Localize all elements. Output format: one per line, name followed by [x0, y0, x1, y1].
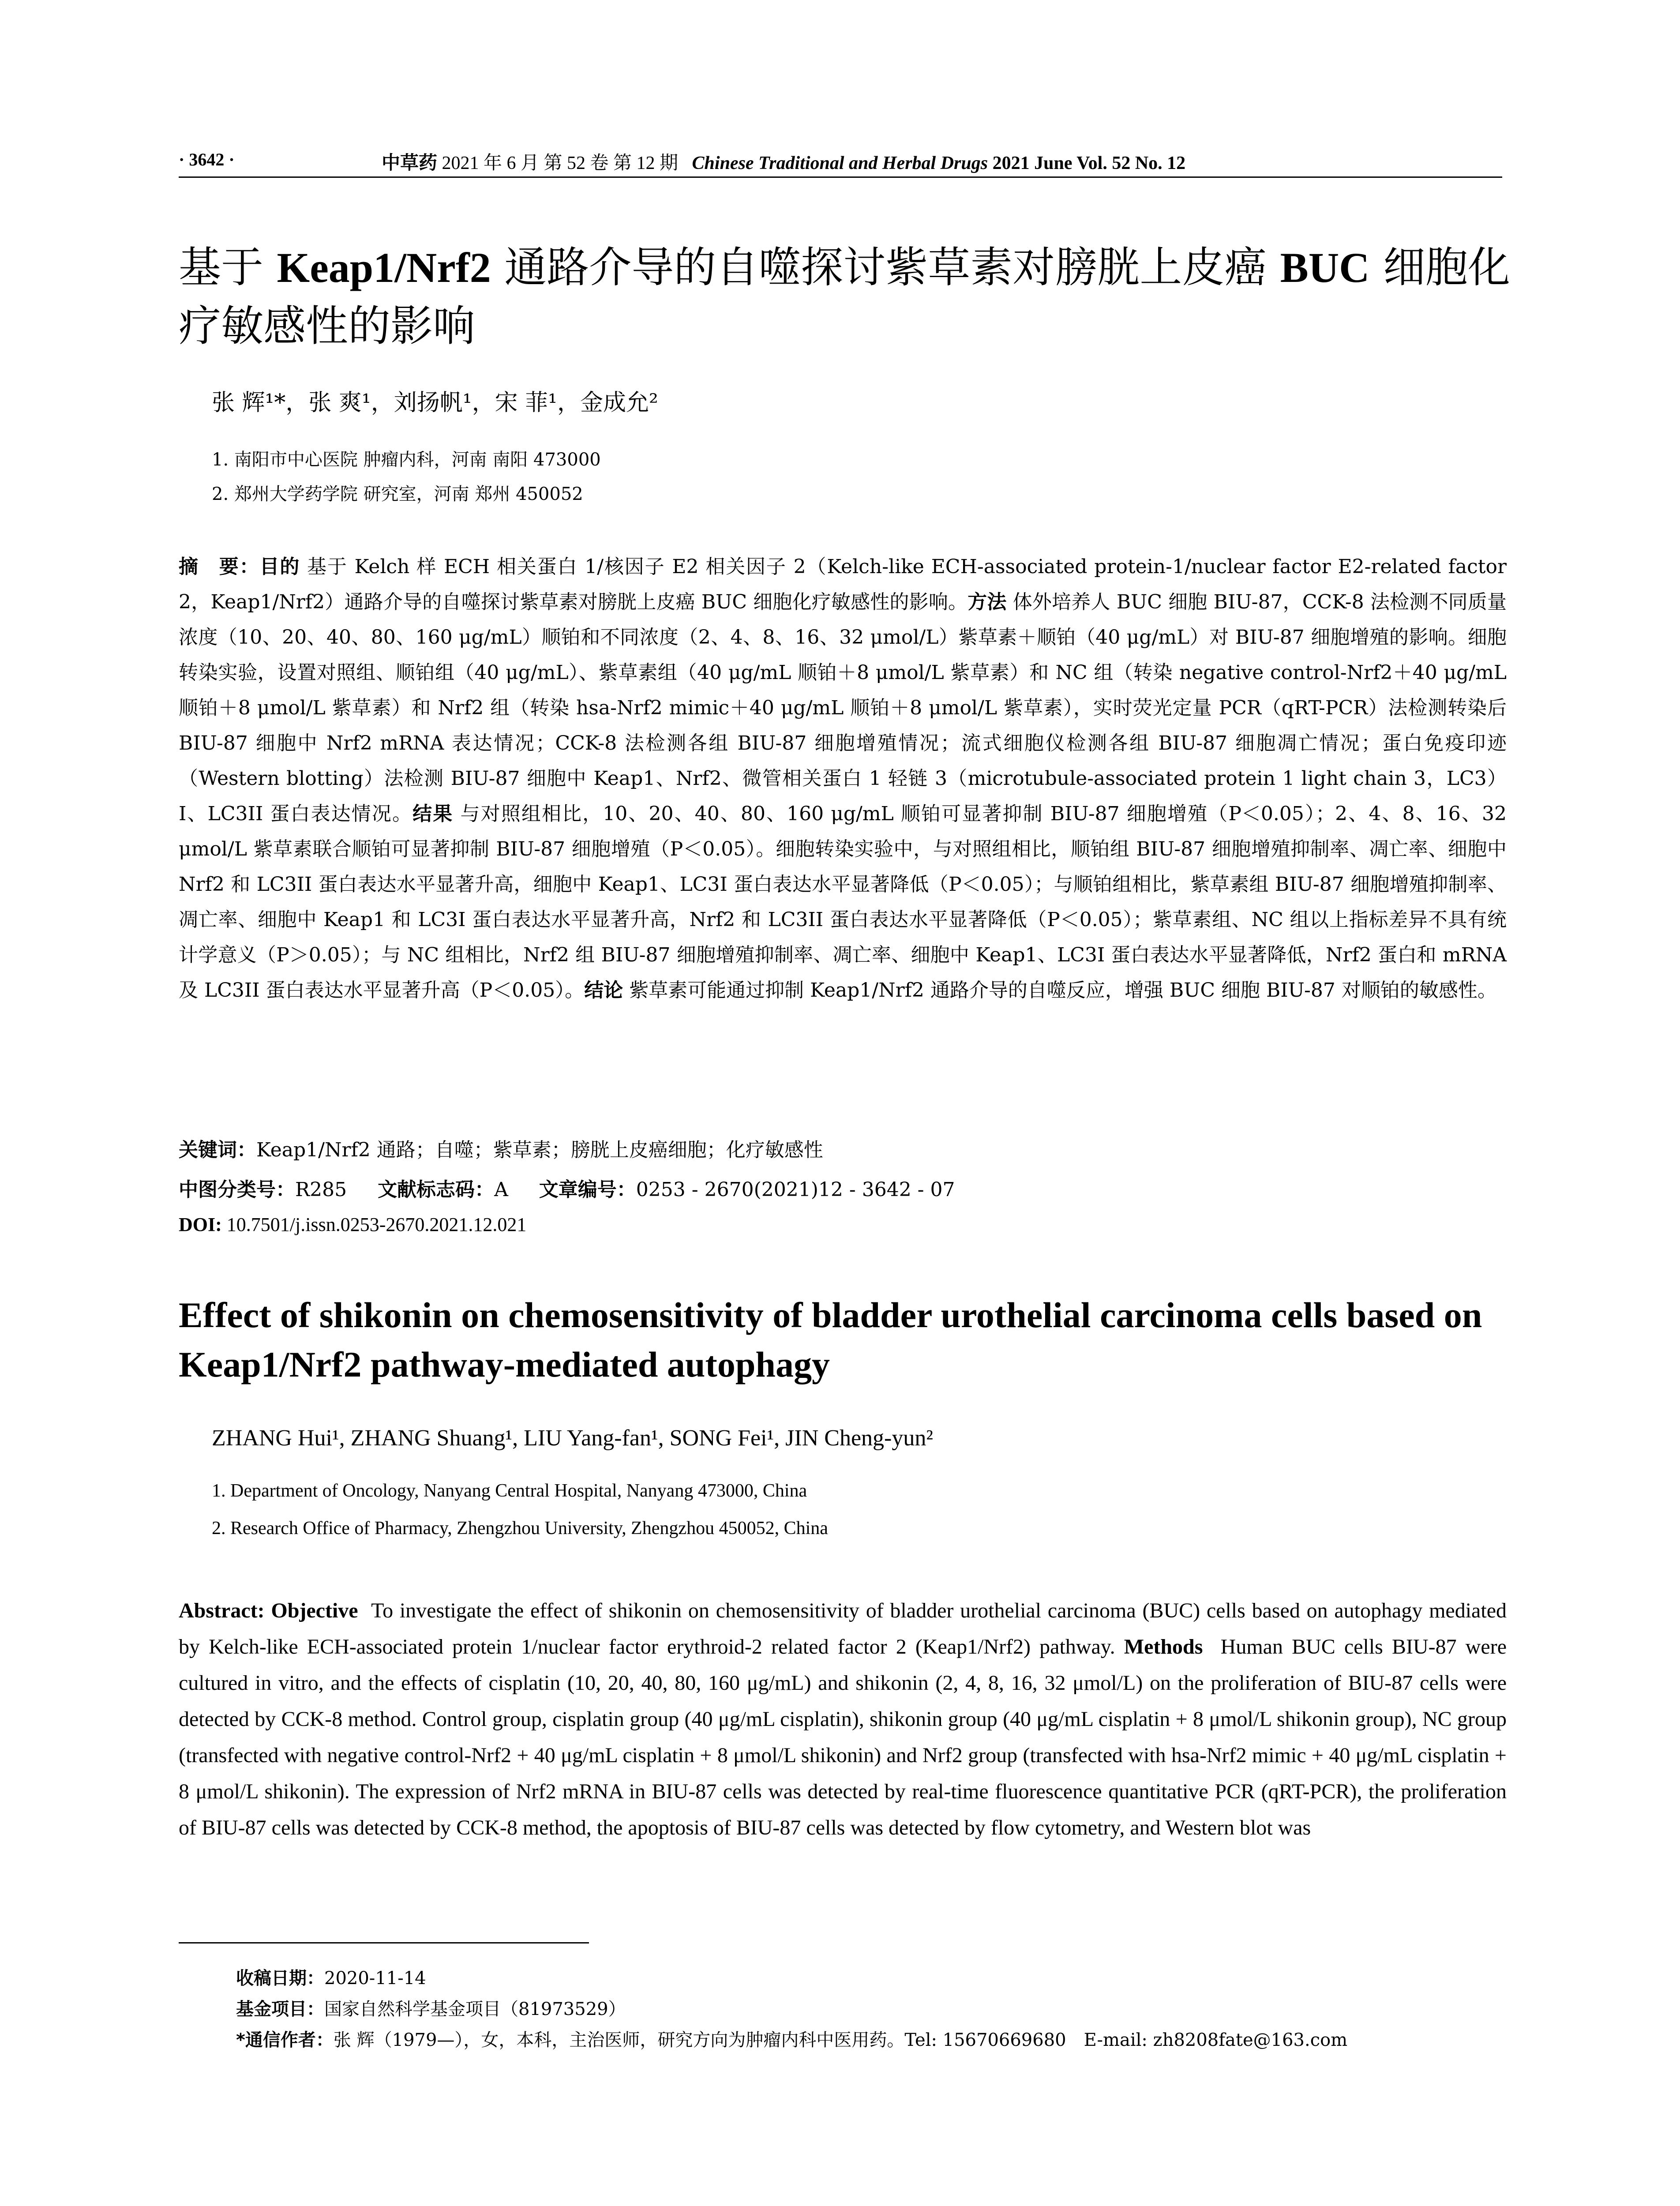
results-label: 结果 — [412, 803, 454, 825]
authors-cn: 张 辉¹*，张 爽¹，刘扬帆¹，宋 菲¹，金成允² — [212, 390, 658, 416]
affiliation-en-2: 2. Research Office of Pharmacy, Zhengzhou University, Zhengzhou 450052, China — [212, 1518, 828, 1538]
objective-label: 目的 — [259, 555, 300, 578]
journal-issue-en: 2021 June Vol. 52 No. 12 — [992, 153, 1186, 173]
authors-en: ZHANG Hui¹, ZHANG Shuang¹, LIU Yang-fan¹, SONG Fei¹, JIN Cheng-yun² — [212, 1426, 933, 1451]
footnote-rule — [179, 1942, 589, 1943]
abstract-en: Abstract: Objective To investigate the effect of shikonin on chemosensitivity of bladder urothelial carcinoma (BUC) cells based on autophagy mediated by Kelch-like ECH-associated protein 1/nuclear factor erythroid-2 related factor 2 (Keap1/Nrf2) pathway. Methods Human BUC cells BIU-87 were cultured in vitro, and the effects of cisplatin (10, 20, 40, 80, 160 μg/mL) and shikonin (2, 4, 8, 16, 32 μmol/L) on the proliferation of BIU-87 cells were detected by CCK-8 method. Control group, cisplatin group (40 μg/mL cisplatin), shikonin group (40 μg/mL cisplatin + 8 μmol/L shikonin group), NC group (transfected with negative control-Nrf2 + 40 μg/mL cisplatin + 8 μmol/L shikonin) and Nrf2 group (transfected with hsa-Nrf2 mimic + 40 μg/mL cisplatin + 8 μmol/L shikonin). The expression of Nrf2 mRNA in BIU-87 cells was detected by real-time fluorescence quantitative PCR (qRT-PCR), the proliferation of BIU-87 cells was detected by CCK-8 method, the apoptosis of BIU-87 cells was detected by flow cytometry, and Western blot was — [179, 1599, 1507, 1839]
header-rule — [179, 176, 1502, 178]
results-text: 与对照组相比，10、20、40、80、160 μg/mL 顺铂可显著抑制 BIU-87 细胞增殖（P＜0.05）；2、4、8、16、32 μmol/L 紫草素联合顺铂可显著抑制 BIU-87 细胞增殖（P＜0.05）。细胞转染实验中，与对照组相比，顺铂组 BIU-87 细胞增殖抑制率、凋亡率、细胞中 Nrf2 和 LC3II 蛋白表达水平显著升高，细胞中 Keap1、LC3I 蛋白表达水平显著降低（P＜0.05）；与顺铂组相比，紫草素组 BIU-87 细胞增殖抑制率、凋亡率、细胞中 Keap1 和 LC3I 蛋白表达水平显著升高，Nrf2 和 LC3II 蛋白表达水平显著降低（P＜0.05）；紫草素组、NC 组以上指标差异不具有统计学意义（P＞0.05）；与 NC 组相比，Nrf2 组 BIU-87 细胞增殖抑制率、凋亡率、细胞中 Keap1、LC3I 蛋白表达水平显著降低，Nrf2 蛋白和 mRNA 及 LC3II 蛋白表达水平显著升高（P＜0.05）。 — [179, 803, 1507, 1002]
methods-text: 体外培养人 BUC 细胞 BIU-87，CCK-8 法检测不同质量浓度（10、20、40、80、160 μg/mL）顺铂和不同浓度（2、4、8、16、32 μmol/L）紫草素＋顺铂（40 μg/mL）对 BIU-87 细胞增殖的影响。细胞转染实验，设置对照组、顺铂组（40 μg/mL）、紫草素组（40 μg/mL 顺铂＋8 μmol/L 紫草素）和 NC 组（转染 negative control-Nrf2＋40 μg/mL 顺铂＋8 μmol/L 紫草素）和 Nrf2 组（转染 hsa-Nrf2 mimic＋40 μg/mL 顺铂＋8 μmol/L 紫草素），实时荧光定量 PCR（qRT-PCR）法检测转染后 BIU-87 细胞中 Nrf2 mRNA 表达情况；CCK-8 法检测各组 BIU-87 细胞增殖情况；流式细胞仪检测各组 BIU-87 细胞凋亡情况；蛋白免疫印迹（Western blotting）法检测 BIU-87 细胞中 Keap1、Nrf2、微管相关蛋白 1 轻链 3（microtubule-associated protein 1 light chain 3，LC3）I、LC3II 蛋白表达情况。 — [179, 591, 1507, 825]
affiliation-cn-2: 2. 郑州大学药学院 研究室，河南 郑州 450052 — [212, 484, 583, 504]
article-title-cn: 基于 Keap1/Nrf2 通路介导的自噬探讨紫草素对膀胱上皮癌 BUC 细胞化疗敏感性的影响 — [179, 243, 1510, 351]
journal-name-cn: 中草药 — [382, 153, 438, 173]
article-title-en: Effect of shikonin on chemosensitivity of bladder urothelial carcinoma cells based on Keap1/Nrf2 pathway-mediated autophagy — [179, 1295, 1482, 1384]
footnote-received: 收稿日期：2020-11-14 — [236, 1968, 426, 1988]
abstract-label: 摘 要： — [179, 555, 260, 578]
doi-value: 10.7501/j.issn.0253-2670.2021.12.021 — [226, 1214, 527, 1235]
doi-line: DOI: 10.7501/j.issn.0253-2670.2021.12.021 — [179, 1214, 527, 1235]
journal-name-en: Chinese Traditional and Herbal Drugs — [692, 153, 988, 173]
methods-en-text: Human BUC cells BIU-87 were cultured in vitro, and the effects of cisplatin (10, 20, 40, 80, 160 μg/mL) and shikonin (2, 4, 8, 16, 32 μmol/L) on the proliferation of BIU-87 cells were detected by CCK-8 method. Control group, cisplatin group (40 μg/mL cisplatin), shikonin group (40 μg/mL cisplatin + 8 μmol/L shikonin group), NC group (transfected with negative control-Nrf2 + 40 μg/mL cisplatin + 8 μmol/L shikonin) and Nrf2 group (transfected with hsa-Nrf2 mimic + 40 μg/mL cisplatin + 8 μmol/L shikonin). The expression of Nrf2 mRNA in BIU-87 cells was detected by real-time fluorescence quantitative PCR (qRT-PCR), the proliferation of BIU-87 cells was detected by CCK-8 method, the apoptosis of BIU-87 cells was detected by flow cytometry, and Western blot was — [179, 1635, 1507, 1839]
objective-text: 基于 Kelch 样 ECH 相关蛋白 1/核因子 E2 相关因子 2（Kelch-like ECH-associated protein-1/nuclear factor E2-related factor 2，Keap1/Nrf2）通路介导的自噬探讨紫草素对膀胱上皮癌 BUC 细胞化疗敏感性的影响。 — [179, 555, 1507, 613]
page-number: · 3642 · — [179, 150, 235, 169]
classification-line: 中图分类号：R285 文献标志码：A 文章编号：0253 - 2670(2021)12 - 3642 - 07 — [179, 1178, 955, 1201]
journal-issue-cn: 2021 年 6 月 第 52 卷 第 12 期 — [442, 153, 679, 173]
journal-info — [382, 148, 1185, 175]
conclusion-label: 结论 — [584, 979, 623, 1002]
keywords-cn: 关键词：Keap1/Nrf2 通路；自噬；紫草素；膀胱上皮癌细胞；化疗敏感性 — [179, 1139, 823, 1161]
methods-label: 方法 — [968, 591, 1007, 613]
running-header — [179, 140, 1502, 176]
footnote-fund: 基金项目：国家自然科学基金项目（81973529） — [236, 1999, 626, 2019]
affiliation-cn-1: 1. 南阳市中心医院 肿瘤内科，河南 南阳 473000 — [212, 450, 601, 470]
affiliation-en-1: 1. Department of Oncology, Nanyang Central Hospital, Nanyang 473000, China — [212, 1481, 807, 1501]
conclusion-text: 紫草素可能通过抑制 Keap1/Nrf2 通路介导的自噬反应，增强 BUC 细胞 BIU-87 对顺铂的敏感性。 — [629, 979, 1497, 1002]
abstract-cn — [179, 549, 1507, 1008]
objective-en-text: To investigate the effect of shikonin on chemosensitivity of bladder urothelial carcinoma (BUC) cells based on autophagy mediated by Kelch-like ECH-associated protein 1/nuclear factor erythroid-2 related factor 2 (Keap1/Nrf2) pathway. — [179, 1599, 1507, 1658]
footnote-corresponding-author: *通信作者：张 辉（1979—），女，本科，主治医师，研究方向为肿瘤内科中医用药。Tel: 15670669680 E-mail: zh8208fate@163.com — [236, 2030, 1348, 2050]
